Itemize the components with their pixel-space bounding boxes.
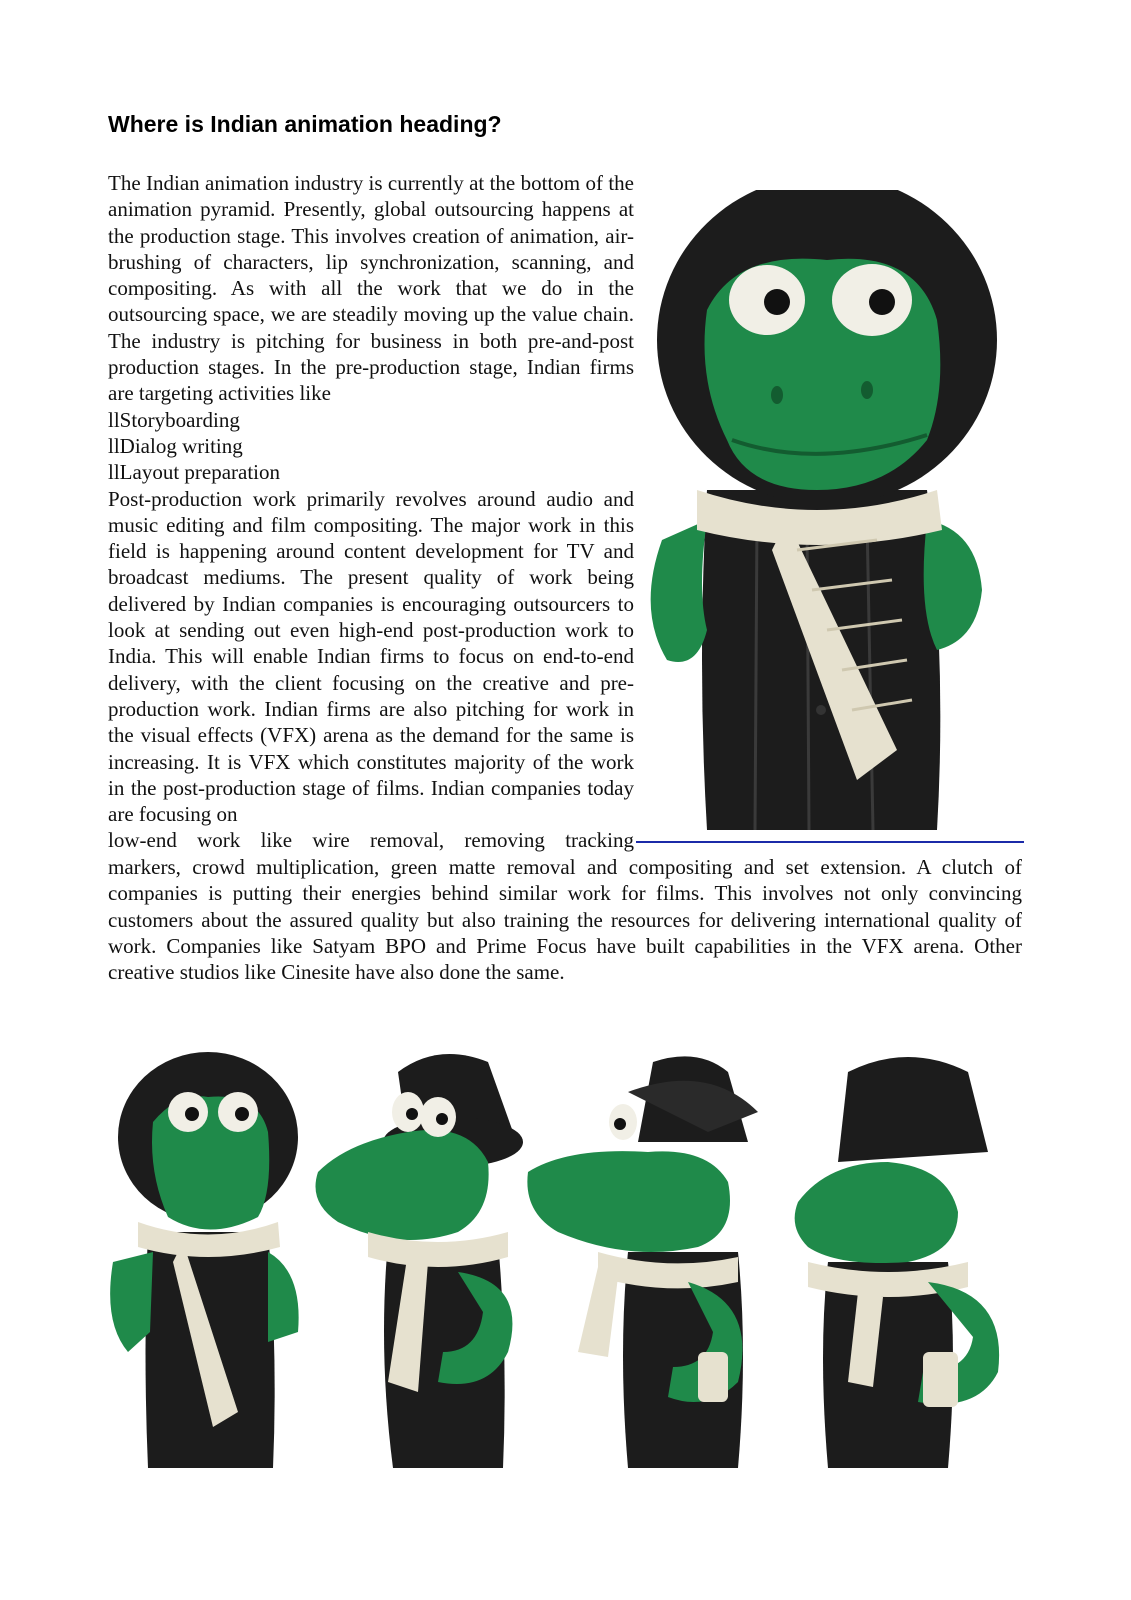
intro-paragraph: The Indian animation industry is currently at the bottom of the animation pyramid. Presently, global outsourcing happens at the production stage. This involves creation of animation, air-brushing of characters, lip synchronization, scanning, and compositing. As with all the work that we do in the outsourcing space, we are steadily moving up the value chain. The industry is pitching for business in both pre-and-post production stages. In the pre-production stage, Indian firms are targeting activities like [108, 171, 634, 406]
left-text-column [108, 170, 634, 854]
continuation-text [108, 854, 1022, 985]
clay-crocodile-photo [637, 190, 1023, 838]
continuation-paragraph: markers, crowd multiplication, green matte removal and compositing and set extension. A clutch of companies is putting their energies behind similar work for films. This involves not only convincing customers about the assured quality but also training the resources for delivering international quality of work. Companies like Satyam BPO and Prime Focus have built capabilities in the VFX arena. Other creative studios like Cinesite have also done the same. [108, 855, 1022, 985]
clay-crocodile-turnaround-photos [108, 1052, 1024, 1468]
bullet-dialog-writing: llDialog writing [108, 433, 243, 458]
bullet-storyboarding: llStoryboarding [108, 407, 240, 432]
article-heading: Where is Indian animation heading? [108, 111, 502, 137]
horizontal-rule [636, 841, 1024, 843]
figure-front [110, 1052, 298, 1468]
post-production-last-line: low-end work like wire removal, removing tracking [108, 828, 634, 853]
post-production-paragraph: Post-production work primarily revolves around audio and music editing and film compositing. The major work in this field is happening around content development for TV and broadcast mediums. The present quality of work being delivered by Indian companies is encouraging outsourcers to look at sending out even high-end post-production work to India. This will enable Indian firms to focus on end-to-end delivery, with the client focusing on the creative and pre-production work. Indian firms are also pitching for work in the visual effects (VFX) arena as the demand for the same is increasing. It is VFX which constitutes majority of the work in the post-production stage of films. Indian companies today are focusing on [108, 486, 634, 827]
bullet-layout-preparation: llLayout preparation [108, 460, 281, 485]
